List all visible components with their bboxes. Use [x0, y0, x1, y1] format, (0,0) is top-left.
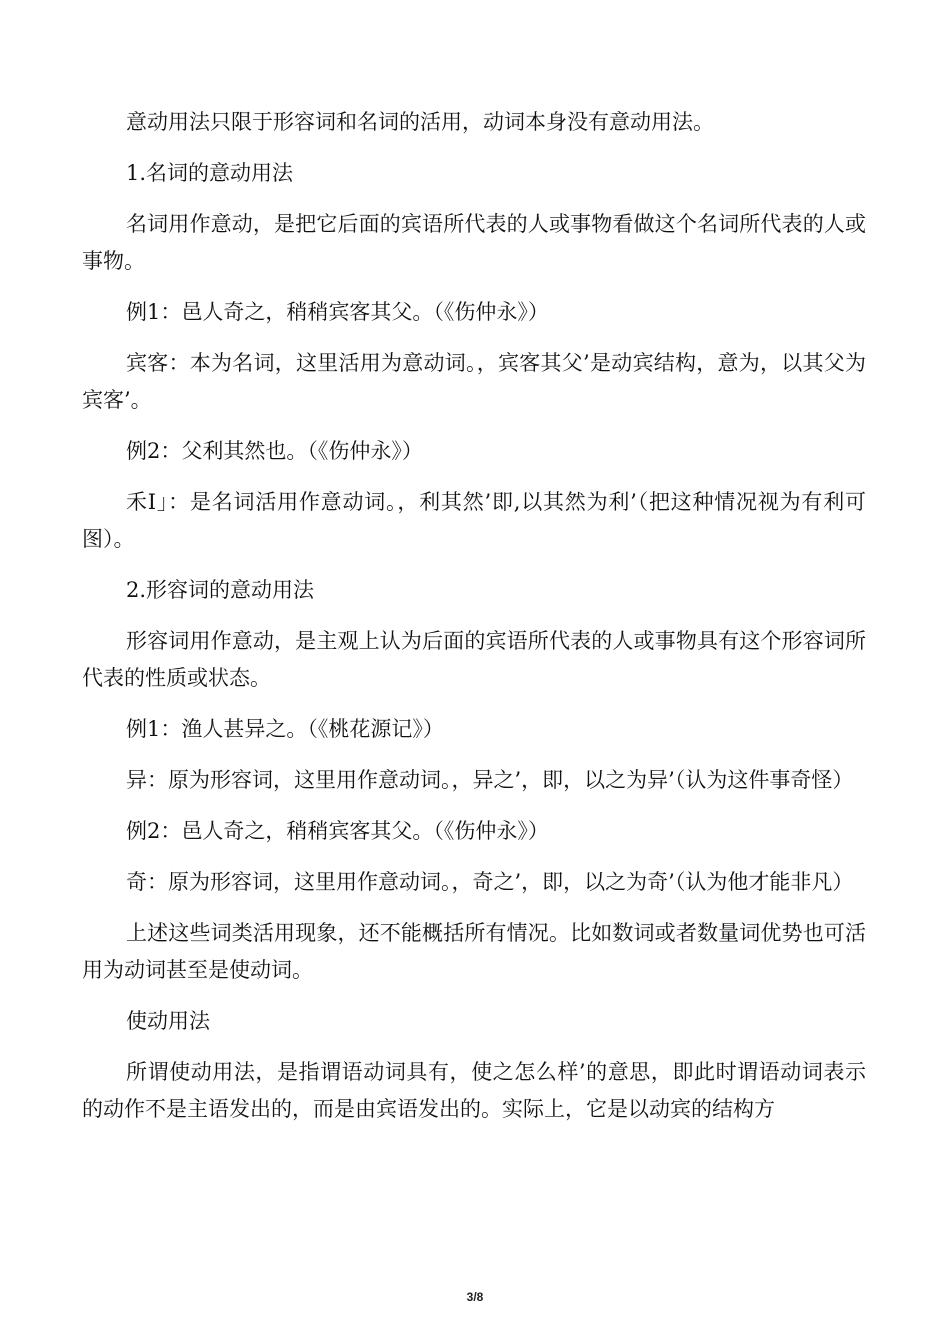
paragraph-noun-definition: 名词用作意动，是把它后面的宾语所代表的人或事物看做这个名词所代表的人或事物。	[82, 212, 866, 273]
paragraph-adjective-definition: 形容词用作意动，是主观上认为后面的宾语所代表的人或事物具有这个形容词所代表的性质或状态。	[82, 629, 866, 690]
document-body	[82, 104, 866, 1142]
explanation-1-adjective: 异：原为形容词，这里用作意动词。，异之’，即，以之为异’（认为这件事奇怪）	[126, 768, 854, 792]
section-heading-adjective: 2.形容词的意动用法	[126, 578, 315, 602]
page-number: 3/8	[466, 1290, 484, 1304]
example-1-noun: 例1：邑人奇之，稍稍宾客其父。（《伤仲永》）	[126, 300, 549, 324]
example-2-adjective: 例2：邑人奇之，稍稍宾客其父。（《伤仲永》）	[126, 819, 549, 843]
example-1-adjective: 例1：渔人甚异之。（《桃花源记》）	[126, 717, 444, 741]
paragraph-intro: 意动用法只限于形容词和名词的活用，动词本身没有意动用法。	[126, 110, 714, 134]
explanation-2-adjective: 奇：原为形容词，这里用作意动词。，奇之’，即，以之为奇’（认为他才能非凡）	[126, 870, 854, 894]
explanation-1-noun: 宾客：本为名词，这里活用为意动词。，宾客其父’是动宾结构，意为，以其父为宾客’。	[82, 351, 866, 412]
section-heading-causative: 使动用法	[126, 1009, 210, 1033]
paragraph-causative-definition: 所谓使动用法，是指谓语动词具有，使之怎么样’的意思，即此时谓语动词表示的动作不是主语发出的，而是由宾语发出的。实际上，它是以动宾的结构方	[82, 1060, 866, 1121]
paragraph-summary: 上述这些词类活用现象，还不能概括所有情况。比如数词或者数量词优势也可活用为动词甚至是使动词。	[82, 921, 866, 982]
section-heading-noun: 1.名词的意动用法	[126, 161, 294, 185]
example-2-noun: 例2：父利其然也。（《伤仲永》）	[126, 439, 423, 463]
explanation-2-noun: 禾I」：是名词活用作意动词。，利其然’即,以其然为利’（把这种情况视为有利可图）。	[82, 490, 866, 551]
